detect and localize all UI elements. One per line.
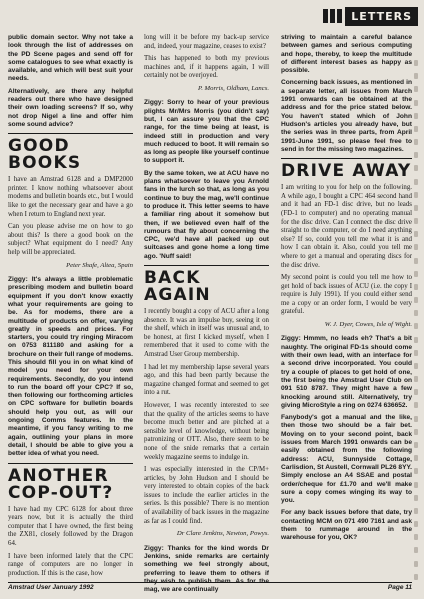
- page-footer: [8, 582, 412, 594]
- divider: [144, 265, 269, 266]
- letter-signature: Peter Shafe, Altea, Spain: [66, 261, 133, 269]
- heading-another-cop-out: ANOTHER COP-OUT?: [8, 465, 114, 503]
- reply-paragraph: striving to maintain a careful balance between games and serious computing and hope, thereby, to keep the multitude of different interest bases as happy as possible.: [281, 34, 412, 75]
- binding-holes: [414, 60, 422, 580]
- reply-paragraph: Concerning back issues, as mentioned in a separate letter, all issues from March 1991 onwards can be obtained at the address and for the price stated below. You haven't stated which of John Hudson's articles you already have, but the series was in three parts, from April 1991-June 1991, so please feel free to send in for the missing two magazines.: [281, 79, 412, 153]
- letter-paragraph: I am writing to you for help on the following. A while ago, I bought a CPC 464 second hand and it had an FD-1 disc drive, but no leads (FD-1 to computer) and no operating manual for the disc drive. Can I connect the disc drive straight to the computer, or do I need anything else? If so, could you tell me what it is and how I can obtain it. Also, could you tell me where to get a manual and operating discs for the disc drive.: [281, 184, 412, 269]
- letter-paragraph: I have been informed lately that the CPC range of computers are no longer in production. If this is the case, how: [8, 552, 133, 577]
- divider: [8, 133, 133, 134]
- column-1: [8, 34, 133, 582]
- intro-text: public domain sector. Why not take a look through the list of addresses on the PD Scene pages and send off for some catalogues to see what exactly is available, and which will best suit your needs.: [8, 34, 133, 83]
- letter-paragraph: I had let my membership lapse several years ago, and this had been partly because the magazine changed format and seemed to get into a rut.: [144, 363, 269, 397]
- letter-signature: W. J. Dyer, Cowes, Isle of Wight.: [324, 321, 412, 329]
- reply-paragraph: Ziggy: It's always a little problematic prescribing modem and bulletin board equipment if you don't know exactly what your requirements are going to be. As for modems, there are a multitude of products on offer, varying greatly in speeds and prices. For starters, you could try ringing Miracom on 0753 811180 and asking for a brochure on their full range of modems. This should fill you in on what kind of model you need for your own requirements. Secondly, do you intend to run the board off your CPC? If so, then following our forthcoming articles on CPC software for bulletin boards should help you out, as will our ongoing Comms features. In the meantime, if you fancy writing to me again, outlining your plans in more detail, I should be able to give you a better idea of what you need.: [8, 276, 133, 458]
- letter-paragraph: However, I was recently interested to see that the quality of the articles seems to have become much better and are pitched at a sensible level of knowledge, without being patronizing or OTT. Also, there seem to be none of the snide remarks that a certain weekly magazine seems to indulge in.: [144, 401, 269, 461]
- letter-paragraph: I recently bought a copy of ACU after a long absence. It was an impulse buy, seeing it on the shelf, which in itself was unusual and, to be honest, at first I kicked myself, when I remembered that it used to come with the Amstrad User Group membership.: [144, 308, 269, 358]
- reply-paragraph: For any back issues before that date, try contacting MCM on 071 490 7161 and ask them to rummage around in the warehouse for you, OK?: [281, 509, 412, 542]
- section-label: LETTERS: [345, 7, 418, 26]
- column-2: [144, 34, 269, 598]
- column-3: [281, 34, 412, 547]
- letter-signature: Dr Clare Jenkins, Newton, Powys.: [176, 530, 269, 538]
- letter-paragraph: I was especially interested in the CP/M+ articles, by John Hudson and I should be very interested to obtain copies of the back issues to include the earlier articles in the series. Is this possible? There is no mention of availability of back issues in the magazine as far as I could find.: [144, 466, 269, 525]
- divider: [8, 463, 133, 464]
- divider: [281, 158, 412, 159]
- heading-back-again: BACK AGAIN: [144, 268, 211, 306]
- heading-drive-away: DRIVE AWAY: [281, 161, 412, 182]
- tab-bars: [323, 9, 342, 23]
- reply-paragraph: By the same token, we at ACU have no plans whatsoever to leave you Arnold fans in the lurch so that, as long as you continue to buy the mag, we'll continue to produce it. This letter seems to have a familiar ring about it somehow but then, if we believed even half of the rumours that fly about concerning the CPC, we'd have all packed up out suitcases and gone home a long time ago. 'Nuff said!: [144, 169, 269, 260]
- heading-good-books: GOOD BOOKS: [8, 136, 82, 174]
- letter-paragraph: long will it be before my back-up service and, indeed, your magazine, ceases to exist?: [144, 34, 269, 50]
- reply-paragraph: Fanybody's got a manual and the like, then those two should be a fair bet. Moving on to your second point, back issues from March 1991 onwards can be easily obtained from the following address: ACU, Sunnyside Cottage, Carlisdion, St Austell, Cornwall PL26 8YY. Simply enclose an A4 SSAE and postal order/cheque for £1.70 and we'll make sure a copy comes winging its way to you.: [281, 414, 412, 505]
- footer-page-number: Page 11: [387, 584, 412, 591]
- reply-paragraph: Ziggy: Sorry to hear of your previous plights Mr/Mrs Morris (you didn't say) but, I can assure you that the CPC range, for the time being at least, is indeed still in production and very much reduced to boot. It will remain so as long as people like yourself continue to support it.: [144, 99, 269, 165]
- letter-signature: P. Morris, Oldham, Lancs.: [197, 84, 269, 92]
- letter-paragraph: This has happened to both my previous machines and, if it happens again, I will certainly not be overjoyed.: [144, 55, 269, 80]
- section-tab: [323, 6, 418, 26]
- footer-publication: Amstrad User January 1992: [8, 584, 94, 591]
- letter-paragraph: I have an Amstrad 6128 and a DMP2000 printer. I know nothing whatsoever about modems and bulletin boards etc., but I would like to get the necessary gear and have a go when I return to England next year.: [8, 176, 133, 218]
- reply-paragraph: Ziggy: Hmmm, no leads eh? That's a bit naughty. The original FD-1s should come with their own lead, with an interface for a second drive incorporated. You could try a couple of places to get hold of one, the first being the Amstrad User Club on 091 510 8787. They might have a few knocking around still. Alternatively, try giving MicroStyle a ring on 0274 636652.: [281, 335, 412, 409]
- letter-paragraph: My second point is could you tell me how to get hold of back issues of ACU (i.e. the copy I require is July 1991). If you could either send me a copy or an order form, I would be very grateful.: [281, 274, 412, 316]
- reply-paragraph: Ziggy: Thanks for the kind words Dr Jenkins, snide remarks are certainly something we feel strongly about, preferring to leave them to others if they wish to publish them. As for the mag, we are continually: [144, 544, 269, 594]
- intro-text-2: Alternatively, are there any helpful readers out there who have designed their own loading screens? If so, why not drop Nigel a line and offer him some sound advice?: [8, 87, 133, 128]
- letter-paragraph: Can you please advise me on how to go about this? Is there a good book on the subject? What equipment do I need? Any help will be appreciated.: [8, 223, 133, 257]
- letter-paragraph: I have had my CPC 6128 for about three years now, but it is actually the third computer that I have owned, the first being the ZX81, closely followed by the Dragon 64.: [8, 505, 133, 547]
